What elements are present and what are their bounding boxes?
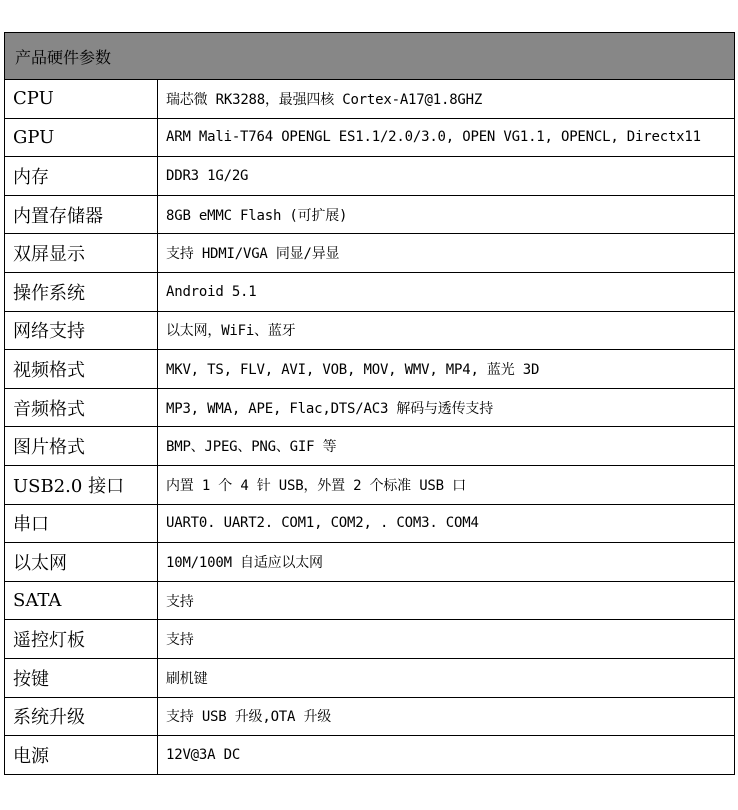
spec-name-cell: 串口 [5, 504, 158, 543]
spec-value-cell: 8GB eMMC Flash (可扩展) [158, 195, 735, 234]
spec-name-cell: 内存 [5, 157, 158, 196]
table-row [5, 388, 735, 427]
spec-value-cell: 内置 1 个 4 针 USB，外置 2 个标准 USB 口 [158, 465, 735, 504]
spec-value-cell: 支持 HDMI/VGA 同显/异显 [158, 234, 735, 273]
spec-name-cell: 双屏显示 [5, 234, 158, 273]
spec-name-cell: 网络支持 [5, 311, 158, 350]
table-row [5, 736, 735, 775]
spec-name-cell: CPU [5, 80, 158, 119]
spec-name-cell: 系统升级 [5, 697, 158, 736]
table-row [5, 272, 735, 311]
spec-name-cell: 操作系统 [5, 272, 158, 311]
table-row [5, 80, 735, 119]
spec-value-cell: 12V@3A DC [158, 736, 735, 775]
spec-value-cell: 支持 [158, 581, 735, 620]
spec-value-cell: DDR3 1G/2G [158, 157, 735, 196]
spec-name-cell: 视频格式 [5, 350, 158, 389]
spec-name-cell: 图片格式 [5, 427, 158, 466]
spec-name-cell: USB2.0 接口 [5, 465, 158, 504]
spec-value-cell: Android 5.1 [158, 272, 735, 311]
spec-value-cell: 瑞芯微 RK3288，最强四核 Cortex-A17@1.8GHZ [158, 80, 735, 119]
spec-name-cell: 按键 [5, 658, 158, 697]
spec-value-cell: BMP、JPEG、PNG、GIF 等 [158, 427, 735, 466]
spec-value-cell: 刷机键 [158, 658, 735, 697]
table-row [5, 350, 735, 389]
spec-value-cell: UART0. UART2. COM1, COM2, . COM3. COM4 [158, 504, 735, 543]
spec-value-cell: MP3, WMA, APE, Flac,DTS/AC3 解码与透传支持 [158, 388, 735, 427]
spec-name-cell: 遥控灯板 [5, 620, 158, 659]
spec-name-cell: SATA [5, 581, 158, 620]
table-row [5, 118, 735, 157]
table-row [5, 311, 735, 350]
table-title: 产品硬件参数 [5, 33, 735, 80]
spec-name-cell: 以太网 [5, 543, 158, 582]
table-row [5, 581, 735, 620]
table-row [5, 504, 735, 543]
table-row [5, 195, 735, 234]
table-row [5, 427, 735, 466]
spec-name-cell: GPU [5, 118, 158, 157]
table-row [5, 697, 735, 736]
hardware-spec-table [4, 32, 735, 775]
spec-name-cell: 电源 [5, 736, 158, 775]
table-row [5, 658, 735, 697]
table-row [5, 157, 735, 196]
table-row [5, 234, 735, 273]
table-row [5, 543, 735, 582]
spec-value-cell: 支持 USB 升级,OTA 升级 [158, 697, 735, 736]
spec-name-cell: 内置存储器 [5, 195, 158, 234]
spec-value-cell: 支持 [158, 620, 735, 659]
spec-name-cell: 音频格式 [5, 388, 158, 427]
spec-value-cell: 10M/100M 自适应以太网 [158, 543, 735, 582]
spec-value-cell: MKV, TS, FLV, AVI, VOB, MOV, WMV, MP4, 蓝光 3D [158, 350, 735, 389]
table-header-row [5, 33, 735, 80]
spec-table-body [5, 33, 735, 775]
spec-value-cell: ARM Mali-T764 OPENGL ES1.1/2.0/3.0, OPEN VG1.1, OPENCL, Directx11 [158, 118, 735, 157]
table-row [5, 465, 735, 504]
spec-value-cell: 以太网，WiFi、蓝牙 [158, 311, 735, 350]
table-row [5, 620, 735, 659]
